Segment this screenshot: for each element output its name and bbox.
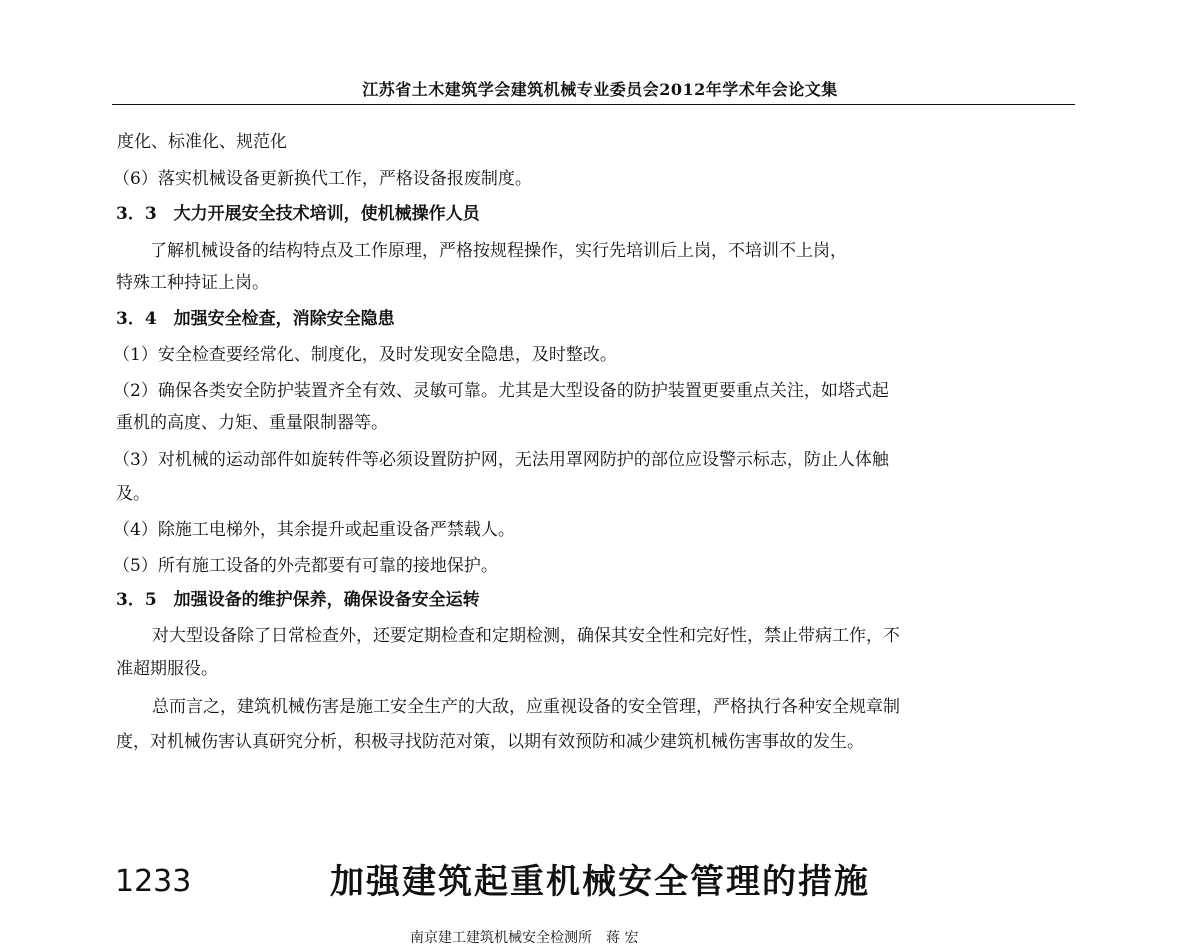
section-heading: 3．3 大力开展安全技术培训，使机械操作人员 <box>116 204 480 224</box>
paragraph-line: 了解机械设备的结构特点及工作原理，严格按规程操作，实行先培训后上岗，不培训不上岗， <box>150 241 847 261</box>
paragraph-line: 度，对机械伤害认真研究分析，积极寻找防范对策，以期有效预防和减少建筑机械伤害事故的发生。 <box>116 732 864 752</box>
list-item: （2）确保各类安全防护装置齐全有效、灵敏可靠。尤其是大型设备的防护装置更要重点关注，如塔式起 <box>113 381 889 401</box>
section-heading: 3．5 加强设备的维护保养，确保设备安全运转 <box>116 590 480 610</box>
paragraph-line: 重机的高度、力矩、重量限制器等。 <box>116 413 388 433</box>
section-heading: 3．4 加强安全检查，消除安全隐患 <box>116 309 395 329</box>
article-title: 加强建筑起重机械安全管理的措施 <box>330 862 870 902</box>
article-number: 1233 <box>115 864 192 899</box>
paragraph-line: 对大型设备除了日常检查外，还要定期检查和定期检测，确保其安全性和完好性，禁止带病工作，不 <box>152 626 900 646</box>
paragraph-line: 准超期服役。 <box>116 659 218 679</box>
list-item: （4）除施工电梯外，其余提升或起重设备严禁载人。 <box>113 520 515 540</box>
list-item: （3）对机械的运动部件如旋转件等必须设置防护网，无法用罩网防护的部位应设警示标志，防止人体触 <box>113 450 889 470</box>
list-item: （6）落实机械设备更新换代工作，严格设备报废制度。 <box>113 169 532 189</box>
author-line: 南京建工建筑机械安全检测所 蒋 宏 <box>410 930 639 946</box>
paragraph-line: 度化、标准化、规范化 <box>117 132 287 152</box>
list-item: （5）所有施工设备的外壳都要有可靠的接地保护。 <box>113 556 498 576</box>
paragraph-line: 及。 <box>116 484 150 504</box>
header-rule <box>112 104 1075 105</box>
list-item: （1）安全检查要经常化、制度化，及时发现安全隐患，及时整改。 <box>113 345 617 365</box>
paragraph-line: 总而言之，建筑机械伤害是施工安全生产的大敌，应重视设备的安全管理，严格执行各种安全规章制 <box>152 697 900 717</box>
running-header: 江苏省土木建筑学会建筑机械专业委员会2012年学术年会论文集 <box>362 80 838 99</box>
paragraph-line: 特殊工种持证上岗。 <box>116 273 269 293</box>
